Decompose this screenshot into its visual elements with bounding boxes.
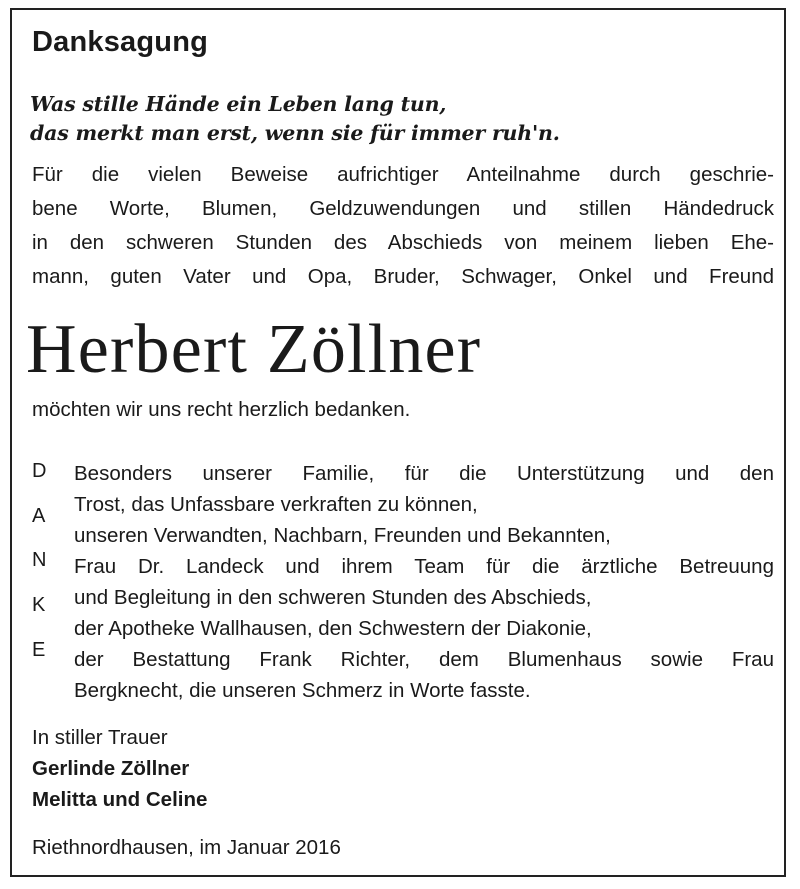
place-date: Riethnordhausen, im Januar 2016 [32, 836, 341, 859]
obituary-notice [10, 8, 786, 877]
intro-paragraph [32, 158, 774, 294]
motto-quote [30, 90, 560, 148]
thanks-line: möchten wir uns recht herzlich bedanken. [32, 398, 411, 421]
ack-line: Frau Dr. Landeck und ihrem Team für die ärztliche Betreuung [74, 555, 774, 578]
danke-acrostic [32, 458, 62, 681]
intro-line: bene Worte, Blumen, Geldzuwendungen und stillen Händedruck [32, 197, 774, 220]
danke-letter: K [32, 594, 46, 617]
acknowledgements [74, 458, 774, 706]
ack-line: Besonders unserer Familie, für die Unterstützung und den [74, 462, 774, 485]
motto-line: das merkt man erst, wenn sie für immer ruh'n. [30, 121, 560, 145]
ack-line: der Apotheke Wallhausen, den Schwestern der Diakonie, [74, 617, 592, 640]
signature-block [32, 722, 207, 815]
danke-letter: N [32, 549, 47, 572]
signature-name: Melitta und Celine [32, 788, 208, 811]
ack-line: Bergknecht, die unseren Schmerz in Worte fasste. [74, 679, 531, 702]
signature-name: Gerlinde Zöllner [32, 757, 190, 780]
danke-letter: A [32, 504, 46, 527]
deceased-name: Herbert Zöllner [26, 311, 482, 388]
ack-line: der Bestattung Frank Richter, dem Blumenhaus sowie Frau [74, 648, 774, 671]
danke-letter: E [32, 638, 46, 661]
signature-label: In stiller Trauer [32, 726, 168, 749]
ack-line: unseren Verwandten, Nachbarn, Freunden und Bekannten, [74, 524, 611, 547]
danke-letter: D [32, 460, 47, 482]
ack-line: und Begleitung in den schweren Stunden des Abschieds, [74, 586, 592, 609]
intro-line: Für die vielen Beweise aufrichtiger Anteilnahme durch geschrie- [32, 163, 774, 186]
intro-line: in den schweren Stunden des Abschieds von meinem lieben Ehe- [32, 231, 774, 254]
intro-line: mann, guten Vater und Opa, Bruder, Schwager, Onkel und Freund [32, 265, 774, 288]
heading: Danksagung [32, 26, 209, 58]
ack-line: Trost, das Unfassbare verkraften zu können, [74, 493, 478, 516]
motto-line: Was stille Hände ein Leben lang tun, [30, 92, 447, 116]
